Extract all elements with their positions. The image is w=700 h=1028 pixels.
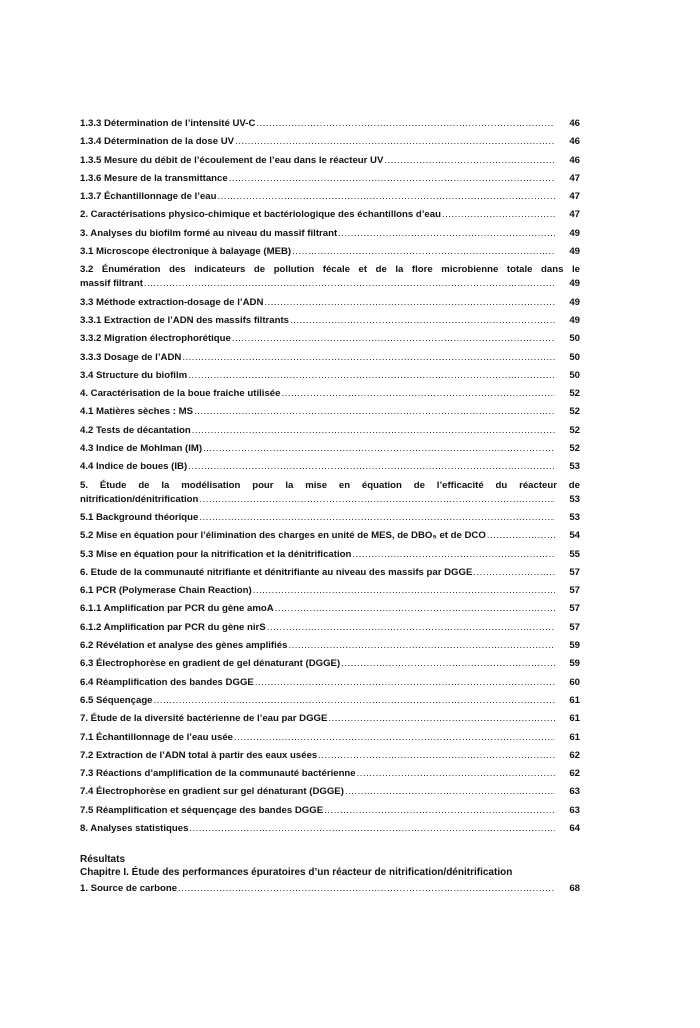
toc-entry[interactable] [80, 425, 580, 437]
toc-entry-page-number: 64 [569, 822, 580, 834]
toc-entry-title: 1.3.7 Échantillonnage de l’eau [80, 191, 217, 203]
dot-leader [235, 136, 555, 148]
toc-entry[interactable] [80, 805, 580, 817]
toc-entry-page-number: 68 [569, 883, 580, 895]
toc-entry-page-number: 60 [569, 676, 580, 688]
dot-leader [154, 695, 555, 707]
toc-entry-page-number: 46 [569, 118, 580, 129]
toc-entry-page-number: 49 [569, 278, 580, 290]
dot-leader [290, 315, 555, 327]
toc-entry-title: 7.2 Extraction de l’ADN total à partir des eaux usées [80, 749, 318, 761]
dot-leader [199, 512, 555, 524]
dot-leader [182, 352, 555, 364]
toc-entry-title: 6. Etude de la communauté nitrifiante et dénitrifiante au niveau des massifs par DGGE [80, 566, 473, 578]
toc-entry-title: 1. Source de carbone [80, 883, 178, 895]
toc-entry-title: 3.3.3 Dosage de l’ADN [80, 351, 182, 363]
toc-entry-title: 8. Analyses statistiques [80, 822, 189, 834]
toc-entry[interactable] [80, 173, 580, 185]
toc-entry-title: 6.1 PCR (Polymerase Chain Reaction) [80, 585, 252, 597]
toc-entry-page-number: 57 [569, 566, 580, 578]
toc-entry-title: 1.3.6 Mesure de la transmittance [80, 172, 228, 184]
dot-leader [264, 297, 555, 309]
dot-leader [473, 567, 555, 579]
toc-entry-page-number: 55 [569, 548, 580, 560]
toc-entry-title-line1: 3.2 Énumération des indicateurs de pollution fécale et de la flore microbienne totale dans le [80, 264, 580, 276]
toc-entry[interactable] [80, 786, 580, 798]
toc-entry[interactable] [80, 264, 580, 290]
toc-entry[interactable] [80, 461, 580, 473]
dot-leader [194, 406, 555, 418]
toc-entry-page-number: 57 [569, 621, 580, 633]
dot-leader [318, 750, 555, 762]
dot-leader [188, 370, 555, 382]
toc-entry-title: 7.3 Réactions d’amplification de la communauté bactérienne [80, 768, 356, 780]
toc-entry[interactable] [80, 388, 580, 400]
toc-entry-page-number: 49 [569, 296, 580, 308]
results-heading: Résultats [80, 854, 126, 866]
toc-entry-page-number: 46 [569, 154, 580, 166]
toc-entry-page-number: 53 [569, 493, 580, 505]
toc-entry[interactable] [80, 883, 580, 895]
toc-entry-title: 7.1 Échantillonnage de l’eau usée [80, 731, 234, 743]
dot-leader [324, 805, 555, 817]
toc-entry-title: 3.3 Méthode extraction-dosage de l’ADN [80, 296, 264, 308]
toc-entry-page-number: 47 [569, 209, 580, 221]
toc-entry-title: 6.5 Séquençage [80, 694, 153, 706]
dot-leader [203, 443, 555, 455]
toc-entry-title: 3.1 Microscope électronique à balayage (MEB) [80, 246, 292, 258]
toc-entry-page-number: 53 [569, 461, 580, 473]
dot-leader [275, 603, 555, 615]
toc-entry-title: 4.2 Tests de décantation [80, 424, 191, 436]
dot-leader [328, 713, 555, 725]
toc-entry-title: 4.4 Indice de boues (IB) [80, 461, 188, 473]
toc-entry[interactable] [80, 768, 580, 780]
toc-entry[interactable] [80, 443, 580, 455]
dot-leader [384, 155, 555, 167]
dot-leader [218, 191, 556, 203]
dot-leader [345, 786, 555, 798]
dot-leader [232, 333, 555, 345]
dot-leader [256, 118, 555, 130]
toc-entry-title: 3. Analyses du biofilm formé au niveau du massif filtrant [80, 227, 338, 239]
toc-entry[interactable] [80, 370, 580, 382]
toc-entry-page-number: 50 [569, 351, 580, 363]
toc-entry[interactable] [80, 695, 580, 707]
spacer [80, 841, 580, 853]
toc-entry[interactable] [80, 191, 580, 203]
toc-entry-title: 5.1 Background théorique [80, 511, 199, 523]
toc-entry[interactable] [80, 750, 580, 762]
toc-entry-title: 5.3 Mise en équation pour la nitrification et la dénitrification [80, 548, 352, 560]
toc-entry-page-number: 57 [569, 585, 580, 597]
toc-entry[interactable] [80, 585, 580, 597]
toc-entry[interactable] [80, 603, 580, 615]
toc-entry-page-number: 62 [569, 749, 580, 761]
toc-entry-title-line1: 5. Étude de la modélisation pour la mise en équation de l’efficacité du réacteur de [80, 479, 580, 491]
toc-entry[interactable] [80, 622, 580, 634]
toc-entry-title: 4. Caractérisation de la boue fraiche utilisée [80, 388, 281, 400]
toc-entry-page-number: 61 [569, 731, 580, 743]
toc-entry-page-number: 47 [569, 172, 580, 184]
toc-entry-title: nitrification/dénitrification [80, 493, 199, 505]
toc-entry[interactable] [80, 713, 580, 725]
toc-entry[interactable] [80, 480, 580, 506]
toc-entry[interactable] [80, 228, 580, 240]
toc-entry-page-number: 46 [569, 136, 580, 148]
toc-entry-title: 3.3.1 Extraction de l’ADN des massifs filtrants [80, 314, 290, 326]
toc-entry[interactable] [80, 297, 580, 309]
toc-entry-title: 6.1.2 Amplification par PCR du gène nirS [80, 621, 266, 633]
toc-entry[interactable] [80, 333, 580, 345]
toc-entry[interactable] [80, 246, 580, 258]
toc-entry-page-number: 63 [569, 804, 580, 816]
toc-entry[interactable] [80, 658, 580, 670]
toc-entry-page-number: 49 [569, 314, 580, 326]
toc-entry[interactable] [80, 315, 580, 327]
toc-entry-page-number: 61 [569, 713, 580, 725]
toc-entry-title: 1.3.5 Mesure du débit de l’écoulement de l’eau dans le réacteur UV [80, 154, 384, 166]
toc-entry-title: 6.1.1 Amplification par PCR du gène amoA [80, 603, 274, 615]
toc-entry-page-number: 63 [569, 786, 580, 798]
toc-entry-title: 6.2 Révélation et analyse des gènes amplifiés [80, 640, 288, 652]
toc-entry[interactable] [80, 640, 580, 652]
toc-entry-title: 1.3.3 Détermination de l’intensité UV-C [80, 118, 256, 129]
toc-entry[interactable] [80, 136, 580, 148]
toc-entry[interactable] [80, 352, 580, 364]
toc-entry-title: 3.4 Structure du biofilm [80, 369, 188, 381]
toc-entry-page-number: 47 [569, 191, 580, 203]
toc-entry-title: 7.5 Réamplification et séquençage des bandes DGGE [80, 804, 324, 816]
dot-leader [189, 823, 555, 835]
dot-leader [144, 278, 555, 290]
dot-leader [255, 677, 555, 689]
dot-leader [341, 658, 555, 670]
toc-entry[interactable] [80, 155, 580, 167]
dot-leader [188, 461, 555, 473]
dot-leader [234, 732, 555, 744]
dot-leader [487, 530, 555, 542]
toc-entry-page-number: 52 [569, 424, 580, 436]
toc-entry-title: 6.3 Électrophorèse en gradient de gel dénaturant (DGGE) [80, 658, 341, 670]
toc-entry-page-number: 52 [569, 443, 580, 455]
toc-entry-page-number: 53 [569, 511, 580, 523]
dot-leader [288, 640, 555, 652]
toc-entry-page-number: 50 [569, 369, 580, 381]
toc-entry[interactable] [80, 512, 580, 524]
toc-entry[interactable] [80, 823, 580, 835]
dot-leader [267, 622, 555, 634]
toc-entry-title: 4.3 Indice de Mohlman (IM) [80, 443, 203, 455]
toc-entry[interactable] [80, 549, 580, 561]
dot-leader [442, 209, 555, 221]
toc-entry-title: 7. Étude de la diversité bactérienne de l’eau par DGGE [80, 713, 328, 725]
toc-entry-title: massif filtrant [80, 278, 143, 290]
toc-entry-page-number: 57 [569, 603, 580, 615]
toc-entry-title: 2. Caractérisations physico-chimique et bactériologique des échantillons d’eau [80, 209, 441, 221]
toc-entry-page-number: 61 [569, 694, 580, 706]
dot-leader [352, 549, 555, 561]
dot-leader [338, 228, 555, 240]
toc-entry-page-number: 52 [569, 388, 580, 400]
dot-leader [281, 388, 555, 400]
toc-entry[interactable] [80, 732, 580, 744]
toc-entry-page-number: 50 [569, 333, 580, 345]
toc-entry-page-number: 49 [569, 246, 580, 258]
dot-leader [199, 494, 555, 506]
toc-entry-title: 1.3.4 Détermination de la dose UV [80, 136, 235, 148]
toc-entry[interactable] [80, 677, 580, 689]
toc-entry[interactable] [80, 118, 580, 130]
dot-leader [253, 585, 555, 597]
toc-entry-page-number: 59 [569, 658, 580, 670]
dot-leader [229, 173, 555, 185]
toc-entry-title: 5.2 Mise en équation pour l’élimination des charges en unité de MES, de DBO₅ et de DCO [80, 530, 486, 542]
toc-entry-page-number: 49 [569, 227, 580, 239]
toc-entry-title: 4.1 Matières sèches : MS [80, 406, 194, 418]
toc-entry-title: 7.4 Électrophorèse en gradient sur gel dénaturant (DGGE) [80, 786, 344, 798]
toc-entry-title: 6.4 Réamplification des bandes DGGE [80, 676, 254, 688]
toc-entry-title: 3.3.2 Migration électrophorétique [80, 333, 231, 345]
dot-leader [192, 425, 555, 437]
toc-entry[interactable] [80, 567, 580, 579]
toc-entry[interactable] [80, 406, 580, 418]
toc-entry-page-number: 59 [569, 640, 580, 652]
toc-entry-page-number: 54 [569, 530, 580, 542]
toc-entry-page-number: 62 [569, 768, 580, 780]
toc-entry-page-number: 52 [569, 406, 580, 418]
dot-leader [292, 246, 555, 258]
toc-entry[interactable] [80, 530, 580, 542]
dot-leader [178, 883, 555, 895]
chapter-heading: Chapitre I. Étude des performances épuratoires d’un réacteur de nitrification/dénitrification [80, 867, 513, 879]
table-of-contents [80, 118, 580, 902]
dot-leader [357, 768, 555, 780]
toc-entry[interactable] [80, 209, 580, 221]
